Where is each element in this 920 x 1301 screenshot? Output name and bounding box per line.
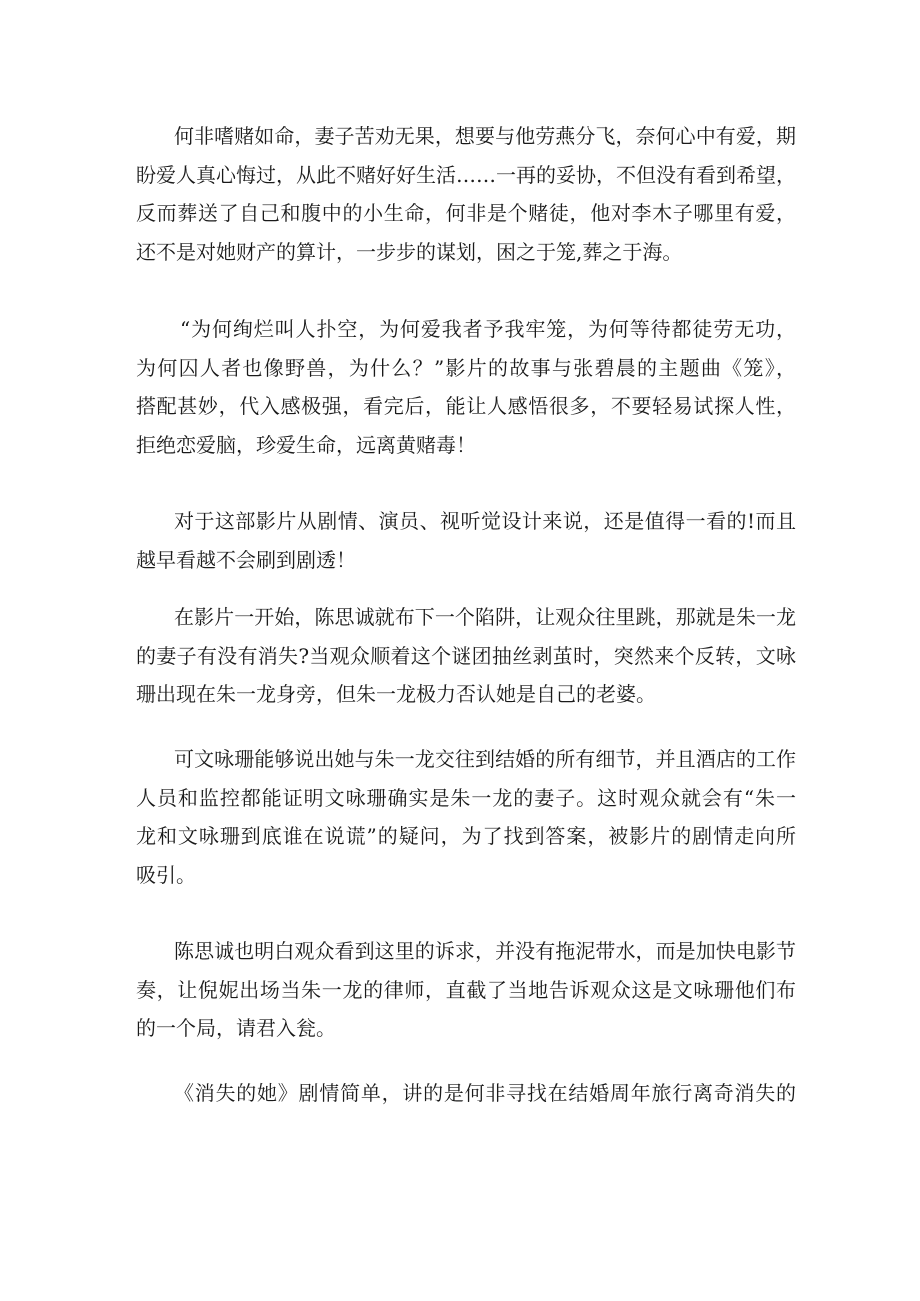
text-line: 的妻子有没有消失?当观众顺着这个谜团抽丝剥茧时，突然来个反转，文咏 xyxy=(136,643,796,668)
text-line: 龙和文咏珊到底谁在说谎”的疑问，为了找到答案，被影片的剧情走向所 xyxy=(136,824,796,848)
text-line: 陈思诚也明白观众看到这里的诉求，并没有拖泥带水，而是加快电影节 xyxy=(174,939,796,963)
text-line: 搭配甚妙，代入感极强，看完后，能让人感悟很多，不要轻易试探人性， xyxy=(136,394,796,418)
text-line: 越早看越不会刷到剧透！ xyxy=(136,547,356,572)
text-line: 还不是对她财产的算计，一步步的谋划，困之于笼,葬之于海。 xyxy=(136,239,683,264)
text-line: “为何绚烂叫人扑空，为何爱我者予我牢笼，为何等待都徒劳无功， xyxy=(180,317,796,341)
text-line: 《消失的她》剧情简单，讲的是何非寻找在结婚周年旅行离奇消失的 xyxy=(174,1081,796,1105)
paragraph-3 xyxy=(136,502,796,579)
text-line: 奏，让倪妮出场当朱一龙的律师，直截了当地告诉观众这是文咏珊他们布 xyxy=(136,977,796,1002)
text-line: 人员和监控都能证明文咏珊确实是朱一龙的妻子。这时观众就会有“朱一 xyxy=(136,785,796,810)
text-line: 对于这部影片从剧情、演员、视听觉设计来说，还是值得一看的!而且 xyxy=(174,509,796,533)
text-line: 的一个局，请君入瓮。 xyxy=(136,1016,336,1040)
paragraph-5 xyxy=(136,740,796,894)
paragraph-7 xyxy=(136,1074,796,1113)
text-line: 为何囚人者也像野兽，为什么？”影片的故事与张碧晨的主题曲《笼》， xyxy=(136,355,796,380)
text-line: 反而葬送了自己和腹中的小生命，何非是个赌徒，他对李木子哪里有爱， xyxy=(136,201,796,225)
text-line: 拒绝恋爱脑，珍爱生命，远离黄赌毒！ xyxy=(136,432,476,457)
paragraph-2 xyxy=(136,310,796,464)
paragraph-1 xyxy=(136,117,796,271)
paragraph-6 xyxy=(136,932,796,1048)
text-line: 珊出现在朱一龙身旁，但朱一龙极力否认她是自己的老婆。 xyxy=(136,682,656,706)
text-line: 可文咏珊能够说出她与朱一龙交往到结婚的所有细节，并且酒店的工作 xyxy=(174,747,796,771)
paragraph-4 xyxy=(136,598,796,714)
text-line: 盼爱人真心悔过，从此不赌好好生活……一再的妥协，不但没有看到希望， xyxy=(136,162,796,187)
text-line: 何非嗜赌如命，妻子苦劝无果，想要与他劳燕分飞，奈何心中有爱，期 xyxy=(174,124,796,148)
text-line: 吸引。 xyxy=(136,862,196,887)
text-line: 在影片一开始，陈思诚就布下一个陷阱，让观众往里跳，那就是朱一龙 xyxy=(174,605,796,629)
